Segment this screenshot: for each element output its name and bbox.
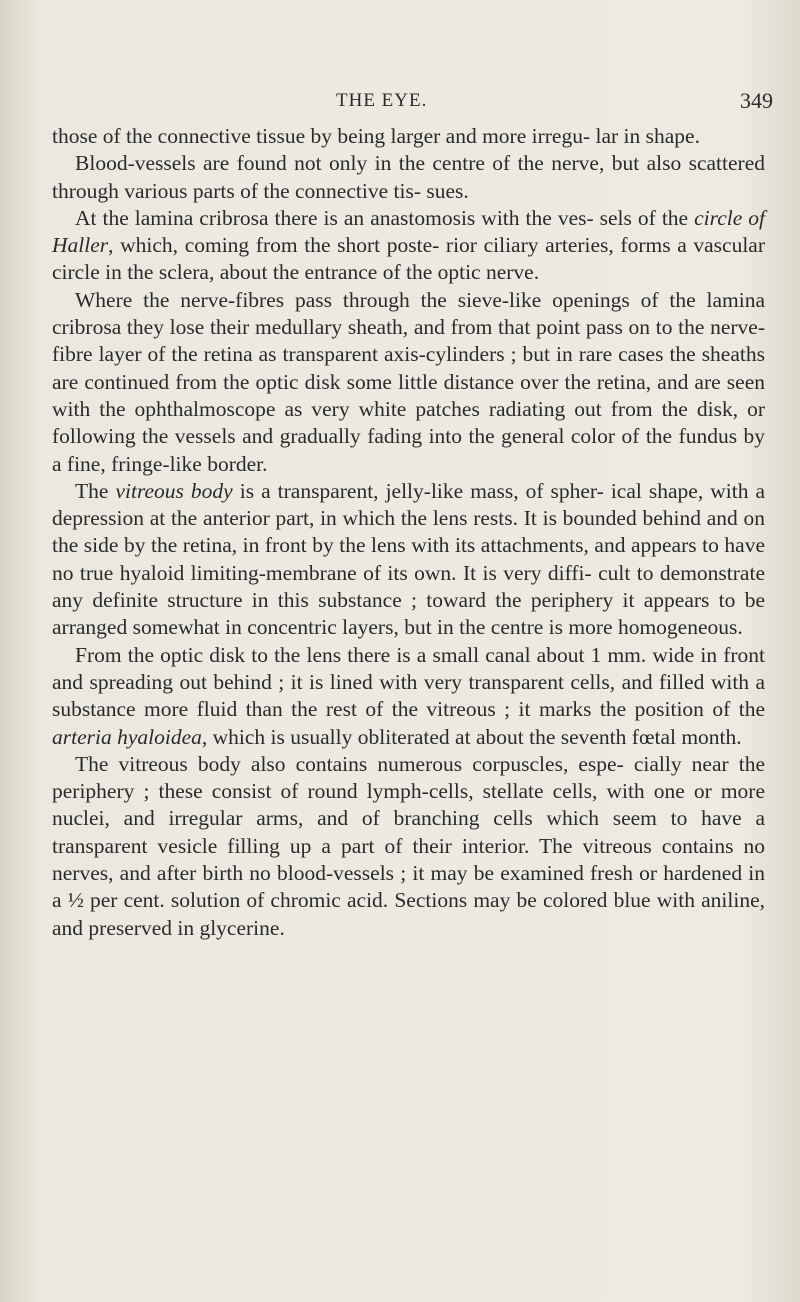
italic-term: arteria hyaloidea xyxy=(52,724,202,749)
text-run: those of the connective tissue by being larger and more irregu- lar in shape. xyxy=(52,124,700,148)
page-title: THE EYE. xyxy=(336,90,428,111)
paragraph-blood-vessels xyxy=(52,150,765,205)
italic-term: circle of Haller xyxy=(52,205,765,258)
paragraph-hyaloid-canal xyxy=(52,642,765,751)
running-head xyxy=(0,88,800,118)
text-run: The xyxy=(75,478,116,503)
paragraph-nerve-fibres xyxy=(52,287,765,478)
paragraph-vitreous-body xyxy=(52,478,765,642)
text-run: , which, coming from the short poste- rior ciliary arteries, forms a vascular circle in the sclera, about the entrance of the optic nerve. xyxy=(52,233,765,285)
italic-term: vitreous body xyxy=(115,478,233,503)
text-run: From the optic disk to the lens there is a small canal about 1 mm. wide in front and spreading out behind ; it is lined with very transparent cells, and filled with a substance more fluid than the rest of the vitreous ; it marks the position of the xyxy=(52,642,765,722)
text-run: , which is usually obliterated at about the seventh fœtal month. xyxy=(201,724,742,749)
paragraph-lamina-cribrosa xyxy=(52,205,765,287)
text-run: The vitreous body also contains numerous corpuscles, espe- cially near the periphery ; these consist of round lymph-cells, stellate cells, with one or more nuclei, and irregular arms, and of branching cells which seem to have a transparent vesicle filling up a part of their interior. The vitreous contains no nerves, and after birth no blood-vessels ; it may be examined fresh or hardened in a ½ per cent. solution of chromic acid. Sections may be colored blue with aniline, and preserved in glycerine. xyxy=(52,751,765,940)
text-run: Blood-vessels are found not only in the centre of the nerve, but also scattered through various parts of the connective tis- sues. xyxy=(52,151,765,203)
paragraph-continuation xyxy=(52,123,765,150)
text-run: At the lamina cribrosa there is an anastomosis with the ves- sels of the xyxy=(75,205,695,230)
text-run: Where the nerve-fibres pass through the sieve-like openings of the lamina cribrosa they lose their medullary sheath, and from that point pass on to the nerve-fibre layer of the retina as transparent axis-cylinders ; but in rare cases the sheaths are continued from the optic disk some little distance over the retina, and are seen with the ophthalmoscope as very white patches radiating out from the disk, or following the vessels and gradually fading into the general color of the fundus by a fine, fringe-like border. xyxy=(52,287,765,476)
paragraph-corpuscles xyxy=(52,751,765,942)
body-text xyxy=(52,123,765,942)
text-run: is a transparent, jelly-like mass, of spher- ical shape, with a depression at the anterior part, in which the lens rests. It is bounded behind and on the side by the retina, in front by the lens with its attachments, and appears to have no true hyaloid limiting-membrane of its own. It is very diffi- cult to demonstrate any definite structure in this substance ; toward the periphery it appears to be arranged somewhat in concentric layers, but in the centre is more homogeneous. xyxy=(52,478,765,640)
page-number: 349 xyxy=(740,88,773,113)
